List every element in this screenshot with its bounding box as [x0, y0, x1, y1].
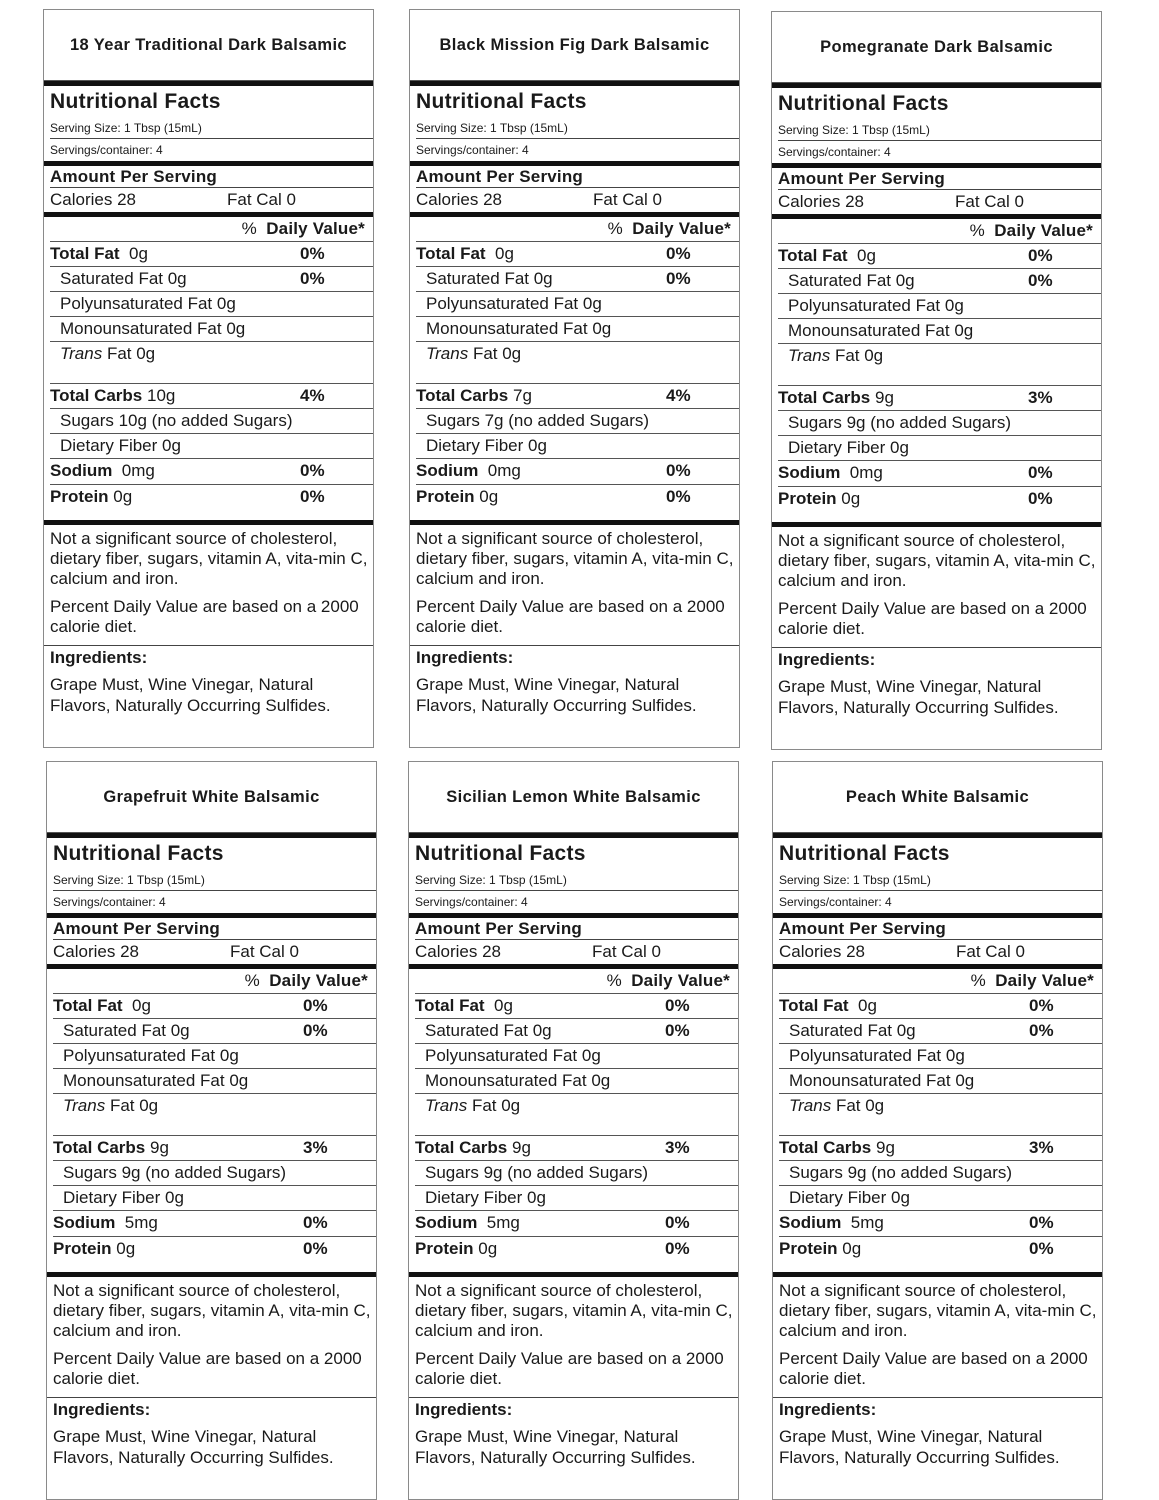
total-carbs-percent: 3% [1029, 1138, 1054, 1157]
protein-value: 0g [113, 487, 133, 506]
saturated-fat-row [53, 1019, 376, 1044]
percent-symbol: % [607, 219, 623, 238]
sugars-row [779, 1161, 1102, 1186]
total-fat-value: 0g [857, 246, 876, 265]
footnote [778, 527, 1101, 639]
total-carbs-label: Total Carbs [779, 1138, 872, 1157]
dietary-fiber-row [779, 1186, 1102, 1211]
protein-value: 0g [116, 1239, 136, 1258]
total-carbs-row [779, 1136, 1102, 1161]
dietary-fiber: Dietary Fiber 0g [789, 1188, 910, 1207]
facts-panel [44, 86, 373, 161]
serving-size: Serving Size: 1 Tbsp (15mL) [53, 870, 376, 891]
trans-label: Trans [60, 344, 103, 363]
trans-fat-row [779, 1094, 1102, 1136]
trans-label: Trans [788, 346, 831, 365]
amount-per-serving: Amount Per Serving [415, 918, 738, 940]
total-carbs-value: 9g [876, 1138, 895, 1157]
total-carbs-value: 9g [875, 388, 894, 407]
sugars: Sugars 7g (no added Sugars) [426, 411, 650, 430]
total-carbs-label: Total Carbs [778, 388, 871, 407]
dietary-fiber: Dietary Fiber 0g [425, 1188, 546, 1207]
monounsaturated-fat: Monounsaturated Fat 0g [63, 1071, 249, 1090]
sugars-row [50, 409, 373, 434]
saturated-fat: Saturated Fat 0g [425, 1021, 552, 1040]
sugars-row [778, 411, 1101, 436]
saturated-fat-percent: 0% [1028, 271, 1053, 290]
trans-fat-row [778, 344, 1101, 386]
total-fat-percent: 0% [665, 996, 690, 1015]
total-fat-row [50, 242, 373, 267]
servings-per-container: Servings/container: 4 [778, 145, 891, 159]
ingredients-list: Grape Must, Wine Vinegar, Natural Flavors, Naturally Occurring Sulfides. [50, 675, 331, 715]
footnote [53, 1277, 376, 1389]
facts-heading: Nutritional Facts [53, 842, 224, 865]
trans-fat-value: Fat 0g [835, 1096, 885, 1115]
facts-panel [410, 86, 739, 161]
product-title: Grapefruit White Balsamic [47, 762, 376, 833]
daily-value-label: Daily Value* [269, 971, 368, 990]
dietary-fiber: Dietary Fiber 0g [788, 438, 909, 457]
nutrition-label [409, 9, 740, 748]
total-carbs-value: 9g [150, 1138, 169, 1157]
facts-heading: Nutritional Facts [416, 90, 587, 113]
saturated-fat-percent: 0% [665, 1021, 690, 1040]
calories-row [778, 190, 1101, 214]
protein-value: 0g [478, 1239, 498, 1258]
sodium-label: Sodium [50, 461, 113, 480]
sugars: Sugars 9g (no added Sugars) [63, 1163, 287, 1182]
daily-value-note: Percent Daily Value are based on a 2000 calorie diet. [779, 1349, 1088, 1388]
total-fat-percent: 0% [666, 244, 691, 263]
daily-value-label: Daily Value* [632, 219, 731, 238]
sodium-value: 5mg [850, 1213, 884, 1232]
percent-symbol: % [241, 219, 257, 238]
total-carbs-label: Total Carbs [416, 386, 509, 405]
product-title: Peach White Balsamic [773, 762, 1102, 833]
calories: Calories 28 [779, 942, 865, 961]
protein-label: Protein [779, 1239, 838, 1258]
sodium-row [415, 1211, 738, 1237]
saturated-fat-percent: 0% [303, 1021, 328, 1040]
ingredients-list: Grape Must, Wine Vinegar, Natural Flavors, Naturally Occurring Sulfides. [53, 1427, 334, 1467]
daily-value-label: Daily Value* [266, 219, 365, 238]
sodium-row [53, 1211, 376, 1237]
total-carbs-label: Total Carbs [53, 1138, 146, 1157]
percent-symbol: % [969, 221, 985, 240]
protein-percent: 0% [665, 1239, 690, 1258]
protein-row [53, 1237, 376, 1272]
amount-per-serving: Amount Per Serving [779, 918, 1102, 940]
trans-fat-row [53, 1094, 376, 1136]
nutrition-label [772, 761, 1103, 1500]
amount-per-serving: Amount Per Serving [416, 166, 739, 188]
total-fat-percent: 0% [300, 244, 325, 263]
daily-value-label: Daily Value* [631, 971, 730, 990]
sugars-row [53, 1161, 376, 1186]
ingredients-list: Grape Must, Wine Vinegar, Natural Flavors, Naturally Occurring Sulfides. [778, 677, 1059, 717]
saturated-fat-percent: 0% [300, 269, 325, 288]
calories-row [415, 940, 738, 964]
monounsaturated-fat: Monounsaturated Fat 0g [60, 319, 246, 338]
protein-percent: 0% [300, 487, 325, 506]
sodium-label: Sodium [53, 1213, 116, 1232]
facts-panel [47, 838, 376, 913]
ingredients-list: Grape Must, Wine Vinegar, Natural Flavors, Naturally Occurring Sulfides. [416, 675, 697, 715]
monounsaturated-fat-row [779, 1069, 1102, 1094]
facts-heading: Nutritional Facts [779, 842, 950, 865]
servings-per-container: Servings/container: 4 [779, 895, 892, 909]
ingredients-list: Grape Must, Wine Vinegar, Natural Flavors, Naturally Occurring Sulfides. [779, 1427, 1060, 1467]
polyunsaturated-fat: Polyunsaturated Fat 0g [789, 1046, 965, 1065]
sodium-value: 5mg [124, 1213, 158, 1232]
sodium-value: 0mg [487, 461, 521, 480]
dietary-fiber-row [416, 434, 739, 459]
saturated-fat-row [415, 1019, 738, 1044]
trans-fat-row [415, 1094, 738, 1136]
dietary-fiber: Dietary Fiber 0g [426, 436, 547, 455]
calories: Calories 28 [415, 942, 501, 961]
fat-calories: Fat Cal 0 [592, 942, 661, 961]
protein-value: 0g [841, 489, 861, 508]
calories-row [50, 188, 373, 212]
servings-per-container: Servings/container: 4 [415, 895, 528, 909]
daily-value-header [53, 969, 376, 994]
sugars-row [415, 1161, 738, 1186]
dietary-fiber-row [778, 436, 1101, 461]
facts-heading: Nutritional Facts [415, 842, 586, 865]
significance-note: Not a significant source of cholesterol, dietary fiber, sugars, vitamin A, vita-min C, calcium and iron. [778, 531, 1096, 590]
sodium-value: 0mg [121, 461, 155, 480]
protein-percent: 0% [303, 1239, 328, 1258]
daily-value-header [416, 217, 739, 242]
fat-calories: Fat Cal 0 [227, 190, 296, 209]
dietary-fiber: Dietary Fiber 0g [60, 436, 181, 455]
monounsaturated-fat-row [50, 317, 373, 342]
dietary-fiber: Dietary Fiber 0g [63, 1188, 184, 1207]
sodium-value: 0mg [849, 463, 883, 482]
total-fat-row [778, 244, 1101, 269]
significance-note: Not a significant source of cholesterol, dietary fiber, sugars, vitamin A, vita-min C, calcium and iron. [416, 529, 734, 588]
total-fat-row [415, 994, 738, 1019]
fat-calories: Fat Cal 0 [955, 192, 1024, 211]
fat-calories: Fat Cal 0 [593, 190, 662, 209]
facts-panel [773, 838, 1102, 913]
calories-row [53, 940, 376, 964]
nutrition-label [43, 9, 374, 748]
total-fat-label: Total Fat [53, 996, 123, 1015]
total-carbs-row [415, 1136, 738, 1161]
saturated-fat-percent: 0% [666, 269, 691, 288]
total-fat-label: Total Fat [415, 996, 485, 1015]
monounsaturated-fat-row [415, 1069, 738, 1094]
protein-label: Protein [416, 487, 475, 506]
total-carbs-percent: 3% [303, 1138, 328, 1157]
trans-fat-row [50, 342, 373, 384]
sugars: Sugars 9g (no added Sugars) [788, 413, 1012, 432]
trans-label: Trans [789, 1096, 832, 1115]
serving-size: Serving Size: 1 Tbsp (15mL) [416, 118, 739, 139]
amount-per-serving: Amount Per Serving [778, 168, 1101, 190]
total-fat-percent: 0% [1028, 246, 1053, 265]
protein-label: Protein [53, 1239, 112, 1258]
sugars: Sugars 9g (no added Sugars) [425, 1163, 649, 1182]
significance-note: Not a significant source of cholesterol, dietary fiber, sugars, vitamin A, vita-min C, calcium and iron. [50, 529, 368, 588]
sodium-value: 5mg [486, 1213, 520, 1232]
sodium-row [778, 461, 1101, 487]
sugars: Sugars 10g (no added Sugars) [60, 411, 293, 430]
protein-label: Protein [50, 487, 109, 506]
sodium-percent: 0% [666, 461, 691, 480]
total-fat-percent: 0% [1029, 996, 1054, 1015]
calories: Calories 28 [416, 190, 502, 209]
product-title: Black Mission Fig Dark Balsamic [410, 10, 739, 81]
daily-value-header [415, 969, 738, 994]
sodium-percent: 0% [1028, 463, 1053, 482]
polyunsaturated-fat-row [779, 1044, 1102, 1069]
daily-value-label: Daily Value* [995, 971, 1094, 990]
saturated-fat: Saturated Fat 0g [63, 1021, 190, 1040]
ingredients-heading: Ingredients: [778, 650, 876, 669]
saturated-fat-percent: 0% [1029, 1021, 1054, 1040]
total-carbs-row [53, 1136, 376, 1161]
saturated-fat: Saturated Fat 0g [788, 271, 915, 290]
trans-label: Trans [63, 1096, 106, 1115]
amount-per-serving: Amount Per Serving [53, 918, 376, 940]
ingredients-heading: Ingredients: [779, 1400, 877, 1419]
polyunsaturated-fat: Polyunsaturated Fat 0g [63, 1046, 239, 1065]
daily-value-note: Percent Daily Value are based on a 2000 calorie diet. [416, 597, 725, 636]
total-fat-value: 0g [129, 244, 148, 263]
total-fat-row [779, 994, 1102, 1019]
saturated-fat: Saturated Fat 0g [60, 269, 187, 288]
calories: Calories 28 [50, 190, 136, 209]
protein-percent: 0% [1028, 489, 1053, 508]
total-fat-row [416, 242, 739, 267]
total-carbs-percent: 4% [666, 386, 691, 405]
calories: Calories 28 [53, 942, 139, 961]
sodium-label: Sodium [416, 461, 479, 480]
nutrition-label [408, 761, 739, 1500]
daily-value-note: Percent Daily Value are based on a 2000 calorie diet. [415, 1349, 724, 1388]
trans-fat-value: Fat 0g [472, 344, 522, 363]
ingredients-heading: Ingredients: [53, 1400, 151, 1419]
daily-value-header [778, 219, 1101, 244]
protein-row [50, 485, 373, 520]
saturated-fat-row [779, 1019, 1102, 1044]
polyunsaturated-fat: Polyunsaturated Fat 0g [788, 296, 964, 315]
protein-percent: 0% [666, 487, 691, 506]
facts-panel [409, 838, 738, 913]
product-title: Sicilian Lemon White Balsamic [409, 762, 738, 833]
total-carbs-label: Total Carbs [50, 386, 143, 405]
sodium-percent: 0% [300, 461, 325, 480]
total-fat-percent: 0% [303, 996, 328, 1015]
polyunsaturated-fat-row [416, 292, 739, 317]
total-carbs-row [778, 386, 1101, 411]
total-fat-label: Total Fat [50, 244, 120, 263]
servings-per-container: Servings/container: 4 [50, 143, 163, 157]
total-fat-label: Total Fat [778, 246, 848, 265]
sodium-row [416, 459, 739, 485]
significance-note: Not a significant source of cholesterol, dietary fiber, sugars, vitamin A, vita-min C, calcium and iron. [779, 1281, 1097, 1340]
daily-value-header [50, 217, 373, 242]
monounsaturated-fat-row [53, 1069, 376, 1094]
total-carbs-percent: 3% [665, 1138, 690, 1157]
polyunsaturated-fat-row [53, 1044, 376, 1069]
sodium-label: Sodium [415, 1213, 478, 1232]
sodium-percent: 0% [303, 1213, 328, 1232]
sodium-percent: 0% [1029, 1213, 1054, 1232]
protein-value: 0g [479, 487, 499, 506]
protein-row [416, 485, 739, 520]
total-carbs-value: 10g [147, 386, 176, 405]
total-carbs-percent: 4% [300, 386, 325, 405]
total-carbs-row [50, 384, 373, 409]
sugars: Sugars 9g (no added Sugars) [789, 1163, 1013, 1182]
sodium-label: Sodium [779, 1213, 842, 1232]
monounsaturated-fat: Monounsaturated Fat 0g [788, 321, 974, 340]
percent-symbol: % [244, 971, 260, 990]
significance-note: Not a significant source of cholesterol, dietary fiber, sugars, vitamin A, vita-min C, calcium and iron. [415, 1281, 733, 1340]
total-fat-value: 0g [495, 244, 514, 263]
dietary-fiber-row [415, 1186, 738, 1211]
daily-value-note: Percent Daily Value are based on a 2000 calorie diet. [53, 1349, 362, 1388]
product-title: 18 Year Traditional Dark Balsamic [44, 10, 373, 81]
serving-size: Serving Size: 1 Tbsp (15mL) [415, 870, 738, 891]
monounsaturated-fat: Monounsaturated Fat 0g [789, 1071, 975, 1090]
protein-row [415, 1237, 738, 1272]
daily-value-header [779, 969, 1102, 994]
daily-value-note: Percent Daily Value are based on a 2000 calorie diet. [778, 599, 1087, 638]
total-fat-value: 0g [494, 996, 513, 1015]
polyunsaturated-fat-row [50, 292, 373, 317]
trans-fat-value: Fat 0g [106, 344, 156, 363]
significance-note: Not a significant source of cholesterol, dietary fiber, sugars, vitamin A, vita-min C, calcium and iron. [53, 1281, 371, 1340]
polyunsaturated-fat-row [778, 294, 1101, 319]
facts-heading: Nutritional Facts [778, 92, 949, 115]
protein-label: Protein [778, 489, 837, 508]
calories-row [779, 940, 1102, 964]
sodium-row [50, 459, 373, 485]
monounsaturated-fat: Monounsaturated Fat 0g [426, 319, 612, 338]
trans-fat-value: Fat 0g [109, 1096, 159, 1115]
dietary-fiber-row [53, 1186, 376, 1211]
saturated-fat-row [778, 269, 1101, 294]
trans-fat-value: Fat 0g [834, 346, 884, 365]
trans-label: Trans [426, 344, 469, 363]
percent-symbol: % [970, 971, 986, 990]
footnote [415, 1277, 738, 1389]
amount-per-serving: Amount Per Serving [50, 166, 373, 188]
nutrition-label [771, 11, 1102, 750]
total-fat-label: Total Fat [779, 996, 849, 1015]
trans-fat-row [416, 342, 739, 384]
sodium-row [779, 1211, 1102, 1237]
footnote [416, 525, 739, 637]
daily-value-note: Percent Daily Value are based on a 2000 calorie diet. [50, 597, 359, 636]
total-fat-value: 0g [858, 996, 877, 1015]
servings-per-container: Servings/container: 4 [53, 895, 166, 909]
monounsaturated-fat-row [778, 319, 1101, 344]
polyunsaturated-fat-row [415, 1044, 738, 1069]
total-fat-label: Total Fat [416, 244, 486, 263]
serving-size: Serving Size: 1 Tbsp (15mL) [779, 870, 1102, 891]
serving-size: Serving Size: 1 Tbsp (15mL) [50, 118, 373, 139]
polyunsaturated-fat: Polyunsaturated Fat 0g [426, 294, 602, 313]
total-carbs-row [416, 384, 739, 409]
sugars-row [416, 409, 739, 434]
product-title: Pomegranate Dark Balsamic [772, 12, 1101, 83]
protein-label: Protein [415, 1239, 474, 1258]
facts-panel [772, 88, 1101, 163]
ingredients-heading: Ingredients: [50, 648, 148, 667]
calories: Calories 28 [778, 192, 864, 211]
ingredients-list: Grape Must, Wine Vinegar, Natural Flavors, Naturally Occurring Sulfides. [415, 1427, 696, 1467]
polyunsaturated-fat: Polyunsaturated Fat 0g [425, 1046, 601, 1065]
facts-heading: Nutritional Facts [50, 90, 221, 113]
ingredients-heading: Ingredients: [416, 648, 514, 667]
fat-calories: Fat Cal 0 [230, 942, 299, 961]
polyunsaturated-fat: Polyunsaturated Fat 0g [60, 294, 236, 313]
percent-symbol: % [606, 971, 622, 990]
servings-per-container: Servings/container: 4 [416, 143, 529, 157]
footnote [779, 1277, 1102, 1389]
saturated-fat-row [50, 267, 373, 292]
dietary-fiber-row [50, 434, 373, 459]
footnote [50, 525, 373, 637]
protein-percent: 0% [1029, 1239, 1054, 1258]
total-carbs-percent: 3% [1028, 388, 1053, 407]
total-carbs-value: 7g [513, 386, 532, 405]
protein-row [779, 1237, 1102, 1272]
total-fat-row [53, 994, 376, 1019]
ingredients-heading: Ingredients: [415, 1400, 513, 1419]
serving-size: Serving Size: 1 Tbsp (15mL) [778, 120, 1101, 141]
daily-value-label: Daily Value* [994, 221, 1093, 240]
calories-row [416, 188, 739, 212]
protein-row [778, 487, 1101, 522]
monounsaturated-fat: Monounsaturated Fat 0g [425, 1071, 611, 1090]
total-carbs-label: Total Carbs [415, 1138, 508, 1157]
saturated-fat: Saturated Fat 0g [789, 1021, 916, 1040]
total-fat-value: 0g [132, 996, 151, 1015]
nutrition-label [46, 761, 377, 1500]
saturated-fat-row [416, 267, 739, 292]
sodium-percent: 0% [665, 1213, 690, 1232]
protein-value: 0g [842, 1239, 862, 1258]
sodium-label: Sodium [778, 463, 841, 482]
monounsaturated-fat-row [416, 317, 739, 342]
trans-label: Trans [425, 1096, 468, 1115]
trans-fat-value: Fat 0g [471, 1096, 521, 1115]
fat-calories: Fat Cal 0 [956, 942, 1025, 961]
total-carbs-value: 9g [512, 1138, 531, 1157]
saturated-fat: Saturated Fat 0g [426, 269, 553, 288]
